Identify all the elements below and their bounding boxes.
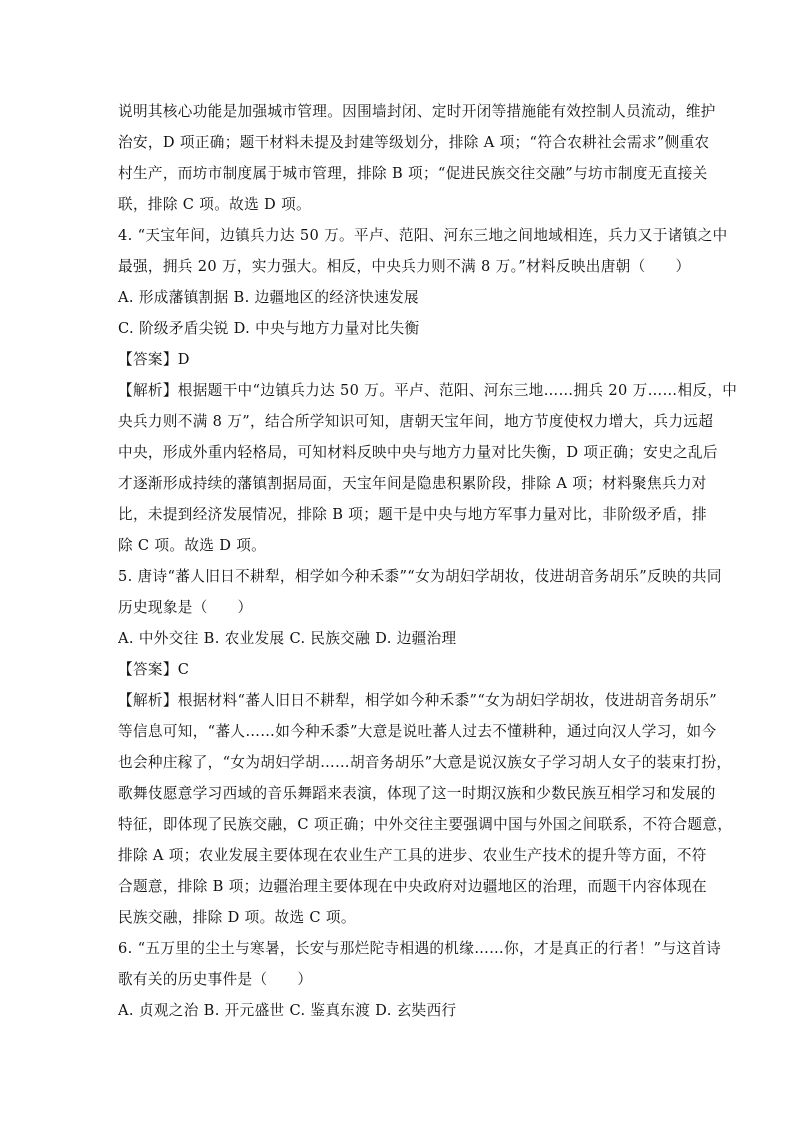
- question-4-analysis: 比，未提到经济发展情况，排除 B 项；题干是中央与地方军事力量对比，非阶级矛盾，排: [118, 506, 707, 523]
- question-4-analysis: 中央，形成外重内轻格局，可知材料反映中央与地方力量对比失衡，D 项正确；安史之乱后: [118, 444, 718, 461]
- question-4-options: A. 形成藩镇割据 B. 边疆地区的经济快速发展: [118, 289, 419, 306]
- question-5-options: A. 中外交往 B. 农业发展 C. 民族交融 D. 边疆治理: [118, 630, 457, 647]
- page-content: [118, 96, 738, 1026]
- question-5-answer: 【答案】C: [118, 661, 190, 678]
- question-5-analysis: 排除 A 项；农业发展主要体现在农业生产工具的进步、农业生产技术的提升等方面，不符: [118, 847, 707, 864]
- question-6-stem: 6. “五万里的尘土与寒暑，长安与那烂陀寺相遇的机缘……你，才是真正的行者！”与这首诗: [118, 940, 722, 957]
- question-5-analysis: 也会种庄稼了，“女为胡妇学胡……胡音务胡乐”大意是说汉族女子学习胡人女子的装束打扮，: [118, 754, 732, 771]
- question-4-analysis: 央兵力则不满 8 万”，结合所学知识可知，唐朝天宝年间，地方节度使权力增大，兵力远超: [118, 413, 714, 430]
- question-4-stem: 最强，拥兵 20 万，实力强大。相反，中央兵力则不满 8 万。”材料反映出唐朝（ ）: [118, 258, 691, 275]
- question-4-answer: 【答案】D: [118, 351, 190, 368]
- question-5-analysis: 【解析】根据材料“蕃人旧日不耕犁，相学如今种禾黍”“女为胡妇学胡妆，伎进胡音务胡乐”: [118, 692, 718, 709]
- question-5-analysis: 特征，即体现了民族交融，C 项正确；中外交往主要强调中国与外国之间联系，不符合题意，: [118, 816, 733, 833]
- question-4-options: C. 阶级矛盾尖锐 D. 中央与地方力量对比失衡: [118, 320, 420, 337]
- question-5-stem: 5. 唐诗“蕃人旧日不耕犁，相学如今种禾黍”“女为胡妇学胡妆，伎进胡音务胡乐”反映的共同: [118, 568, 722, 585]
- text-line: 联，排除 C 项。故选 D 项。: [118, 196, 311, 213]
- question-4-analysis: 除 C 项。故选 D 项。: [118, 537, 267, 554]
- question-6-stem: 歌有关的历史事件是（ ）: [118, 971, 313, 988]
- question-5-analysis: 等信息可知，“蕃人……如今种禾黍”大意是说吐蕃人过去不懂耕种，通过向汉人学习，如今: [118, 723, 717, 740]
- question-4-analysis: 【解析】根据题干中“边镇兵力达 50 万。平卢、范阳、河东三地……拥兵 20 万……相反，中: [118, 382, 738, 399]
- question-5-analysis: 民族交融，排除 D 项。故选 C 项。: [118, 909, 356, 926]
- question-5-analysis: 歌舞伎愿意学习西域的音乐舞蹈来表演，体现了这一时期汉族和少数民族互相学习和发展的: [118, 785, 716, 802]
- text-line: 说明其核心功能是加强城市管理。因围墙封闭、定时开闭等措施能有效控制人员流动，维护: [118, 103, 716, 120]
- question-6-options: A. 贞观之治 B. 开元盛世 C. 鉴真东渡 D. 玄奘西行: [118, 1002, 457, 1019]
- question-5-analysis: 合题意，排除 B 项；边疆治理主要体现在中央政府对边疆地区的治理，而题干内容体现在: [118, 878, 707, 895]
- question-5-stem: 历史现象是（ ）: [118, 599, 253, 616]
- text-line: 治安，D 项正确；题干材料未提及封建等级划分，排除 A 项；“符合农耕社会需求”侧重农: [118, 134, 710, 151]
- question-4-stem: 4. “天宝年间，边镇兵力达 50 万。平卢、范阳、河东三地之间地域相连，兵力又于诸镇之中: [118, 227, 728, 244]
- question-4-analysis: 才逐渐形成持续的藩镇割据局面，天宝年间是隐患积累阶段，排除 A 项；材料聚焦兵力对: [118, 475, 707, 492]
- text-line: 村生产，而坊市制度属于城市管理，排除 B 项；“促进民族交往交融”与坊市制度无直接关: [118, 165, 708, 182]
